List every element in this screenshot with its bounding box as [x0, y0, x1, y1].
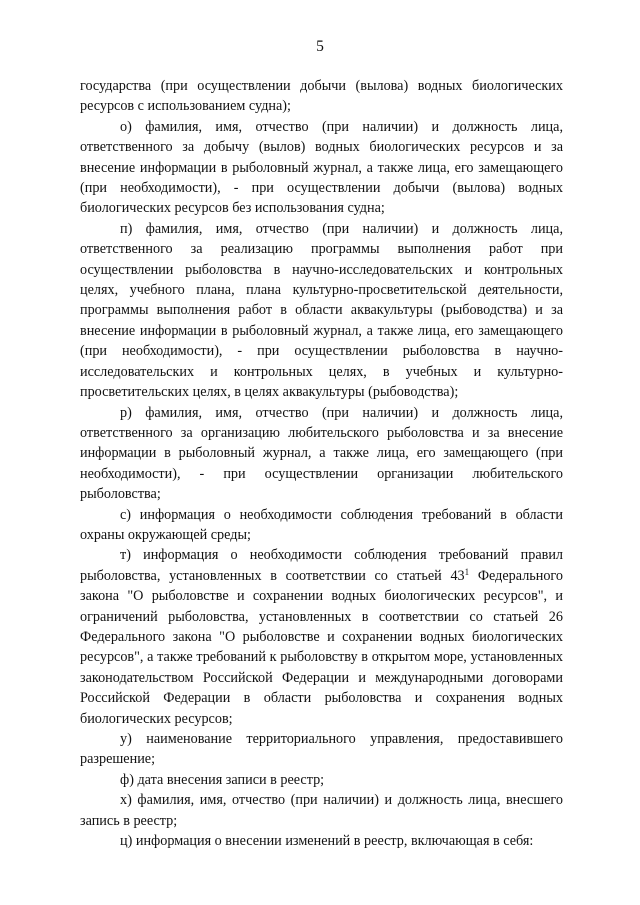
paragraph-item-s: с) информация о необходимости соблюдения требований в области охраны окружающей среды; — [80, 506, 563, 543]
footnote-superscript: 1 — [464, 566, 470, 577]
paragraph-item-f: ф) дата внесения записи в реестр; — [120, 771, 325, 788]
paragraph-item-t-part-2: Федерального закона "О рыболовстве и сохранении водных биологических ресурсов", и ограничений рыболовства, установленных в соответствии со статьей 26 Федерального закона "О рыболовстве и сохранении водных биологических ресурсов", а также требований к рыболовству в открытом море, установленных законодательством Российской Федерации и международными договорами Российской Федерации в области рыболовства и сохранения водных биологических ресурсов; — [80, 567, 563, 727]
document-body — [80, 76, 563, 851]
page-number: 5 — [316, 38, 324, 55]
paragraph-continuation: государства (при осуществлении добычи (вылова) водных биологических ресурсов с использованием судна); — [80, 78, 563, 115]
paragraph-item-ts: ц) информация о внесении изменений в реестр, включающая в себя: — [120, 833, 534, 850]
paragraph-item-r: р) фамилия, имя, отчество (при наличии) и должность лица, ответственного за организацию любительского рыболовства и за внесение информации в рыболовный журнал, а также лица, его замещающего (при необходимости), - при осуществлении организации любительского рыболовства; — [80, 404, 563, 503]
paragraph-item-o: о) фамилия, имя, отчество (при наличии) и должность лица, ответственного за добычу (вылов) водных биологических ресурсов и за внесение информации в рыболовный журнал, а также лица, его замещающего (при необходимости), - при осуществлении добычи (вылова) водных биологических ресурсов без использования судна; — [80, 118, 563, 217]
paragraph-item-t — [80, 545, 563, 729]
paragraph-item-u: у) наименование территориального управления, предоставившего разрешение; — [80, 731, 563, 768]
paragraph-item-kh: х) фамилия, имя, отчество (при наличии) и должность лица, внесшего запись в реестр; — [80, 792, 563, 829]
paragraph-item-p: п) фамилия, имя, отчество (при наличии) и должность лица, ответственного за реализацию программы выполнения работ при осуществлении рыболовства в научно-исследовательских и контрольных целях, учебного плана, плана культурно-просветительской деятельности, программы выполнения работ в области аквакультуры (рыбоводства) и за внесение информации в рыболовный журнал, а также лица, его замещающего (при необходимости), - при осуществлении рыболовства в научно-исследовательских и контрольных целях, в учебных и культурно-просветительских целях, в целях аквакультуры (рыбоводства); — [80, 220, 563, 401]
paragraph-item-t-part-1: т) информация о необходимости соблюдения требований правил рыболовства, установленных в соответствии со статьей 43 — [80, 547, 563, 584]
